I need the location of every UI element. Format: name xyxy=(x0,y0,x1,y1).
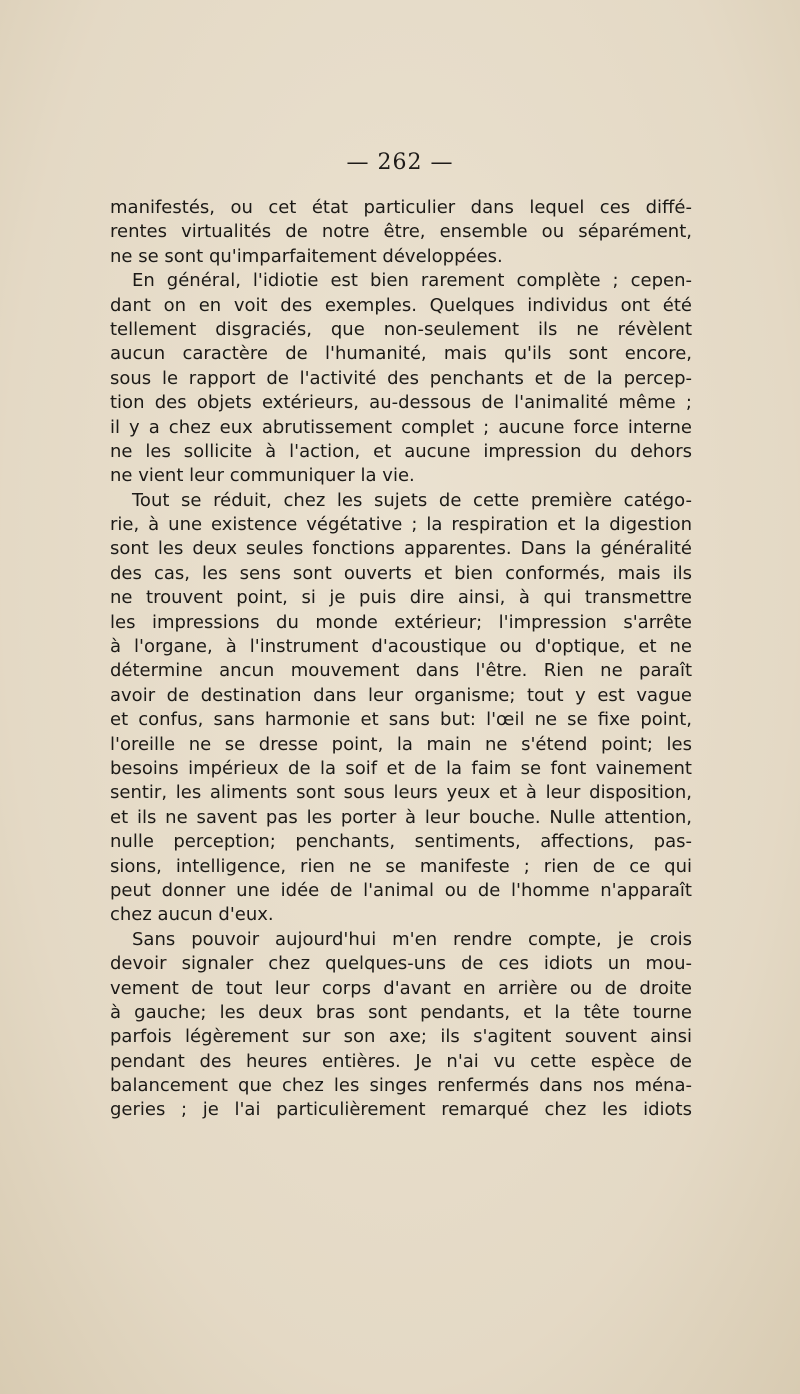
text-line: rie, à une existence végétative ; la respiration et la digestion xyxy=(110,514,692,536)
body-text xyxy=(110,196,692,1123)
text-line: sous le rapport de l'activité des penchants et de la percep- xyxy=(110,367,692,389)
text-line: et ils ne savent pas les porter à leur bouche. Nulle attention, xyxy=(110,806,692,828)
text-line: Tout se réduit, chez les sujets de cette première catégo- xyxy=(132,489,692,511)
text-line: Sans pouvoir aujourd'hui m'en rendre compte, je crois xyxy=(132,928,692,950)
text-line: à gauche; les deux bras sont pendants, et la tête tourne xyxy=(110,1001,692,1023)
page-number: — 262 — xyxy=(346,150,454,175)
text-line: et confus, sans harmonie et sans but: l'œil ne se fixe point, xyxy=(110,709,692,731)
text-line: détermine ancun mouvement dans l'être. Rien ne paraît xyxy=(110,660,692,682)
text-line: sions, intelligence, rien ne se manifeste ; rien de ce qui xyxy=(110,855,692,877)
text-line: tion des objets extérieurs, au-dessous de l'animalité même ; xyxy=(110,392,692,414)
text-line: balancement que chez les singes renfermés dans nos ména- xyxy=(110,1075,692,1097)
text-line: chez aucun d'eux. xyxy=(110,904,274,926)
text-line: ne les sollicite à l'action, et aucune impression du dehors xyxy=(110,440,692,462)
text-line: sont les deux seules fonctions apparentes. Dans la généralité xyxy=(110,538,692,560)
text-line: vement de tout leur corps d'avant en arrière ou de droite xyxy=(110,977,692,999)
text-line: sentir, les aliments sont sous leurs yeux et à leur disposition, xyxy=(110,782,692,804)
text-line: avoir de destination dans leur organisme; tout y est vague xyxy=(110,684,692,706)
text-line: nulle perception; penchants, sentiments, affections, pas- xyxy=(110,831,692,853)
text-line: rentes virtualités de notre être, ensemble ou séparément, xyxy=(110,221,692,243)
text-line: ne vient leur communiquer la vie. xyxy=(110,465,415,487)
text-line: aucun caractère de l'humanité, mais qu'ils sont encore, xyxy=(110,343,692,365)
text-line: En général, l'idiotie est bien rarement complète ; cepen- xyxy=(132,270,692,292)
text-line: l'oreille ne se dresse point, la main ne s'étend point; les xyxy=(110,733,692,755)
text-line: tellement disgraciés, que non-seulement ils ne révèlent xyxy=(110,318,692,340)
text-line: les impressions du monde extérieur; l'impression s'arrête xyxy=(110,611,692,633)
text-line: devoir signaler chez quelques-uns de ces idiots un mou- xyxy=(110,953,692,975)
text-line: il y a chez eux abrutissement complet ; aucune force interne xyxy=(110,416,692,438)
text-line: manifestés, ou cet état particulier dans lequel ces diffé- xyxy=(110,197,692,218)
text-line: pendant des heures entières. Je n'ai vu cette espèce de xyxy=(110,1050,692,1072)
text-line: dant on en voit des exemples. Quelques individus ont été xyxy=(110,294,692,316)
text-line: parfois légèrement sur son axe; ils s'agitent souvent ainsi xyxy=(110,1026,692,1048)
text-line: geries ; je l'ai particulièrement remarqué chez les idiots xyxy=(110,1099,692,1121)
text-line: des cas, les sens sont ouverts et bien conformés, mais ils xyxy=(110,562,692,584)
text-line: ne se sont qu'imparfaitement développées. xyxy=(110,245,503,267)
text-line: à l'organe, à l'instrument d'acoustique ou d'optique, et ne xyxy=(110,636,692,658)
text-line: peut donner une idée de l'animal ou de l'homme n'apparaît xyxy=(110,879,692,901)
text-line: ne trouvent point, si je puis dire ainsi, à qui transmettre xyxy=(110,587,692,609)
text-line: besoins impérieux de la soif et de la faim se font vainement xyxy=(110,757,692,779)
